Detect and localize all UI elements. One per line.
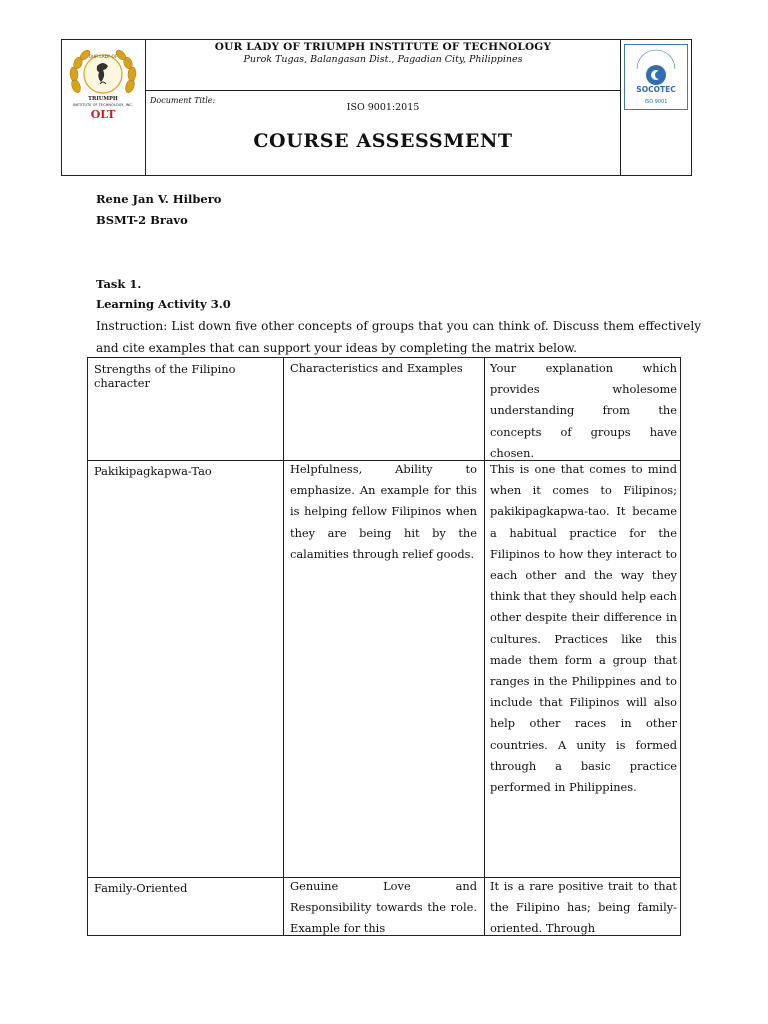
svg-text:OLT: OLT (90, 108, 116, 121)
activity-title: Learning Activity 3.0 (96, 297, 231, 311)
document-title-label: Document Title: (150, 96, 216, 105)
certification-badge-icon (624, 44, 688, 110)
svg-text:SOCOTEC: SOCOTEC (636, 85, 676, 94)
table-divider (283, 358, 284, 935)
table-cell-explanation: This is one that comes to mind when it comes to Filipinos; pakikipagkapwa-tao. It became a habitual practice for the Filipinos to how they interact to each other and the way they think that they should help each other despite their difference in cultures. Practices like this made them form a group that ranges in the Philippines and to include that Filipinos will also help other races in other countries. A unity is formed through a basic practice performed in Philippines. (490, 462, 677, 795)
school-name: OUR LADY OF TRIUMPH INSTITUTE OF TECHNOLOGY (214, 41, 552, 53)
table-cell-explanation: It is a rare positive trait to that the Filipino has; being family-oriented. Through (490, 879, 677, 936)
svg-text:INSTITUTE OF TECHNOLOGY, INC.: INSTITUTE OF TECHNOLOGY, INC. (72, 103, 134, 107)
column-header-strengths: Strengths of the Filipino character (94, 362, 236, 390)
table-cell-characteristics: Genuine Love and Responsibility towards the role. Example for this (290, 879, 477, 936)
page-title: COURSE ASSESSMENT (253, 130, 513, 152)
table-cell-characteristics: Helpfulness, Ability to emphasize. An example for this is helping fellow Filipinos when they are being hit by the calamities through relief goods. (290, 462, 477, 561)
table-cell-strength: Pakikipagkapwa-Tao (94, 464, 212, 478)
header-divider (145, 90, 620, 91)
svg-text:OUR LADY OF: OUR LADY OF (88, 54, 118, 59)
column-header-characteristics: Characteristics and Examples (290, 361, 463, 375)
document-header (61, 39, 692, 176)
header-divider (620, 40, 621, 175)
student-section: BSMT-2 Bravo (96, 213, 188, 227)
school-seal-icon (64, 44, 142, 124)
svg-text:ISO 9001: ISO 9001 (644, 99, 668, 105)
table-divider (484, 358, 485, 935)
svg-text:TRIUMPH: TRIUMPH (88, 96, 118, 102)
task-label: Task 1. (96, 277, 142, 291)
column-header-explanation: Your explanation which provides wholesome understanding from the concepts of groups have chosen. (490, 361, 677, 460)
table-cell-strength: Family-Oriented (94, 881, 188, 895)
assessment-matrix (87, 357, 681, 936)
iso-standard: ISO 9001:2015 (346, 102, 420, 113)
instruction-text: Instruction: List down five other concepts of groups that you can think of. Discuss them effectively and cite examples that can support your ideas by completing the matrix below. (96, 319, 701, 355)
school-address: Purok Tugas, Balangasan Dist., Pagadian City, Philippines (243, 54, 523, 65)
student-name: Rene Jan V. Hilbero (96, 192, 222, 206)
